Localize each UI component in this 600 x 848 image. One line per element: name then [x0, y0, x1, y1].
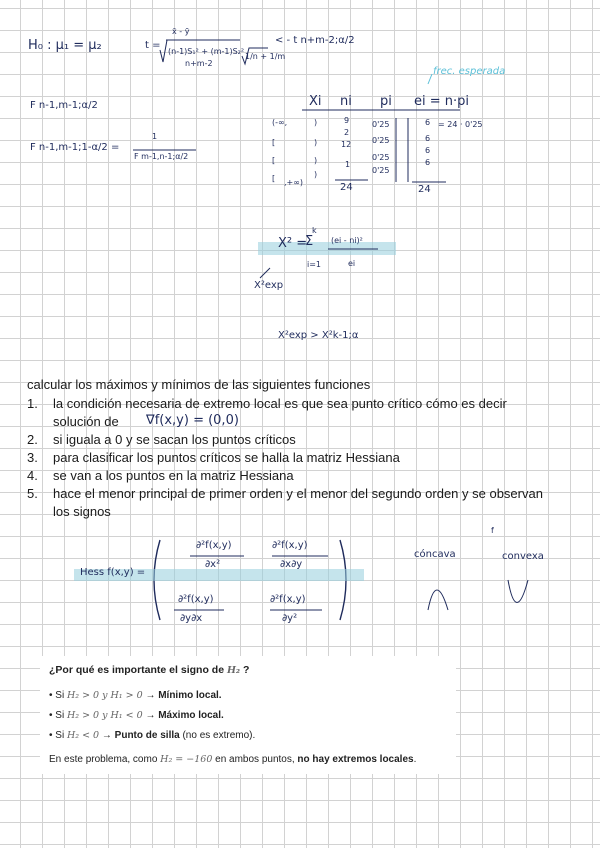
- t-sqrt-sign-2: [242, 48, 268, 64]
- hess-12-bottom: ∂x∂y: [280, 559, 303, 570]
- typed-step-2-text: si iguala a 0 y se sacan los puntos críticos: [53, 432, 296, 447]
- card-bullet-3: • Si H₂ < 0 → Punto de silla (no es extremo).: [49, 730, 256, 741]
- card-bullet-1-cond: H₂ > 0 y H₁ > 0: [66, 690, 143, 701]
- card-bullet-2-arrow: →: [145, 710, 156, 721]
- table-header-xi: Xi: [309, 94, 322, 109]
- card-conclusion: [49, 754, 416, 765]
- table-row-4-ei: 6: [425, 158, 431, 167]
- card-bullet-3-arrow: →: [101, 730, 112, 741]
- chi-exp-label: X²exp: [254, 280, 284, 291]
- table-row-3-ei: 6: [425, 146, 431, 155]
- card-bullet-2-prefix: Si: [55, 710, 65, 721]
- table-total-ni: 24: [340, 182, 353, 193]
- table-row-1-ei: 6: [425, 118, 431, 127]
- card-bullet-2: • Si H₂ > 0 y H₁ < 0 → Máximo local.: [49, 710, 224, 721]
- card-bullet-3-note: (no es extremo).: [182, 730, 256, 741]
- table-row-2-interval: [: [272, 138, 276, 147]
- card-bullet-3-result: Punto de silla: [114, 730, 180, 741]
- convexa-label: convexa: [502, 551, 544, 562]
- typed-intro: calcular los máximos y mínimos de las siguientes funciones: [27, 377, 371, 392]
- table-header-pi: pi: [380, 94, 392, 109]
- frec-esperada-arrow: [428, 74, 432, 84]
- table-row-2-pi: 0'25: [372, 136, 390, 145]
- hess-21-top: ∂²f(x,y): [178, 594, 214, 605]
- typed-step-5b: [27, 503, 111, 521]
- card-bullet-1-result: Mínimo local.: [158, 690, 222, 701]
- table-row-3-ni: 12: [341, 140, 352, 149]
- card-question: [49, 664, 249, 676]
- card-question-text: ¿Por qué es importante el signo de: [49, 664, 225, 676]
- null-hypothesis: H₀ : μ₁ = μ₂: [28, 38, 102, 53]
- table-row-1-interval: (-∞,: [272, 118, 288, 127]
- card-conclusion-pre: En este problema, como: [49, 754, 158, 765]
- chi-sum-top: k: [312, 226, 317, 235]
- table-row-4-pi: 0'25: [372, 166, 390, 175]
- ei-formula: = 24 · 0'25: [438, 120, 483, 129]
- frec-esperada-note: frec. esperada: [433, 66, 506, 77]
- f-quantile-2: F n-1,m-1;1-α/2 =: [30, 142, 120, 153]
- t-critical: < - t n+m-2;α/2: [275, 35, 355, 46]
- card-conclusion-bold: no hay extremos locales: [297, 754, 414, 765]
- table-row-4-interval: [: [272, 174, 276, 183]
- table-row-5-close: ,+∞): [284, 178, 304, 187]
- hess-12-top: ∂²f(x,y): [272, 540, 308, 551]
- typed-step-5b-text: los signos: [53, 504, 111, 519]
- chi-exp-arrow: [260, 268, 270, 278]
- hess-11-top: ∂²f(x,y): [196, 540, 232, 551]
- f-quantile-1: F n-1,m-1;α/2: [30, 100, 98, 111]
- typed-step-5-text: hace el menor principal de primer orden y el menor del segundo orden y se observan: [53, 486, 543, 501]
- typed-step-1b: [27, 413, 119, 431]
- typed-step-1b-text: solución de: [53, 414, 119, 429]
- card-question-end: ?: [243, 664, 250, 676]
- typed-step-3-text: para clasificar los puntos críticos se halla la matriz Hessiana: [53, 450, 400, 465]
- typed-step-1-text: la condición necesaria de extremo local es que sea punto crítico cómo es decir: [53, 396, 507, 411]
- card-conclusion-end: .: [413, 754, 417, 765]
- typed-step-3: [27, 449, 400, 467]
- card-conclusion-math: H₂ = −160: [160, 754, 213, 765]
- chi-lhs: X² =: [278, 236, 308, 251]
- t-sqrt-term: 1/n + 1/m: [245, 52, 286, 61]
- table-row-2-close: ): [314, 138, 318, 147]
- hess-22-top: ∂²f(x,y): [270, 594, 306, 605]
- card-bullet-1-arrow: →: [145, 690, 156, 701]
- table-row-2-ni: 2: [344, 128, 350, 137]
- card-question-math: H₂: [226, 665, 241, 676]
- typed-step-4: [27, 467, 294, 485]
- table-row-4-close: ): [314, 170, 318, 179]
- t-numerator: x̄ - ȳ: [172, 27, 190, 36]
- chi-sum-sign: Σ: [305, 234, 314, 249]
- concava-f-label: f: [491, 526, 494, 535]
- t-prefix: t =: [145, 40, 161, 51]
- table-row-3-close: ): [314, 156, 318, 165]
- typed-step-1: [27, 395, 507, 413]
- typed-step-5: [27, 485, 543, 503]
- typed-step-5-num: 5.: [27, 486, 38, 501]
- table-total-ei: 24: [418, 184, 431, 195]
- table-row-4-ni: 1: [345, 160, 351, 169]
- typed-step-4-num: 4.: [27, 468, 38, 483]
- table-header-ni: ni: [340, 94, 352, 109]
- table-row-1-ni: 9: [344, 116, 350, 125]
- typed-step-1-num: 1.: [27, 396, 38, 411]
- chi-sum-bottom: i=1: [307, 260, 322, 269]
- card-bullet-1: • Si H₂ > 0 y H₁ > 0 → Mínimo local.: [49, 690, 222, 701]
- card-bullet-3-cond: H₂ < 0: [66, 730, 100, 741]
- t-denominator: (n-1)S₁² + (m-1)S₂²: [168, 47, 245, 56]
- concava-label: cóncava: [414, 549, 456, 560]
- typed-step-4-text: se van a los puntos en la matriz Hessiana: [53, 468, 294, 483]
- concava-curve: [428, 590, 448, 610]
- table-row-3-pi: 0'25: [372, 153, 390, 162]
- table-header-ei: ei = n·pi: [414, 94, 470, 109]
- chi-frac-bottom: ei: [348, 259, 356, 268]
- table-row-2-ei: 6: [425, 134, 431, 143]
- typed-step-2: [27, 431, 296, 449]
- hess-21-bottom: ∂y∂x: [180, 613, 203, 624]
- table-row-3-interval: [: [272, 156, 276, 165]
- t-denominator-2: n+m-2: [185, 59, 213, 68]
- card-bullet-2-cond: H₂ > 0 y H₁ < 0: [66, 710, 143, 721]
- table-row-1-close: ): [314, 118, 318, 127]
- hess-22-bottom: ∂y²: [282, 613, 298, 624]
- hess-label: Hess f(x,y) =: [80, 567, 146, 578]
- gradient-equation: ∇f(x,y) = (0,0): [146, 413, 239, 428]
- card-bullet-1-prefix: Si: [55, 690, 65, 701]
- explanation-card: [40, 656, 456, 774]
- t-sqrt-sign: [160, 40, 240, 62]
- card-bullet-2-result: Máximo local.: [158, 710, 224, 721]
- typed-step-3-num: 3.: [27, 450, 38, 465]
- typed-step-2-num: 2.: [27, 432, 38, 447]
- convexa-curve: [508, 580, 528, 603]
- f-fraction-bottom: F m-1,n-1;α/2: [134, 152, 189, 161]
- chi-frac-top: (ei - ni)²: [331, 236, 363, 245]
- card-bullet-3-prefix: Si: [55, 730, 65, 741]
- card-conclusion-mid: en ambos puntos,: [215, 754, 295, 765]
- chi-compare: X²exp > X²k-1;α: [278, 330, 359, 341]
- hess-11-bottom: ∂x²: [205, 559, 221, 570]
- table-row-1-pi: 0'25: [372, 120, 390, 129]
- f-fraction-top: 1: [152, 132, 158, 141]
